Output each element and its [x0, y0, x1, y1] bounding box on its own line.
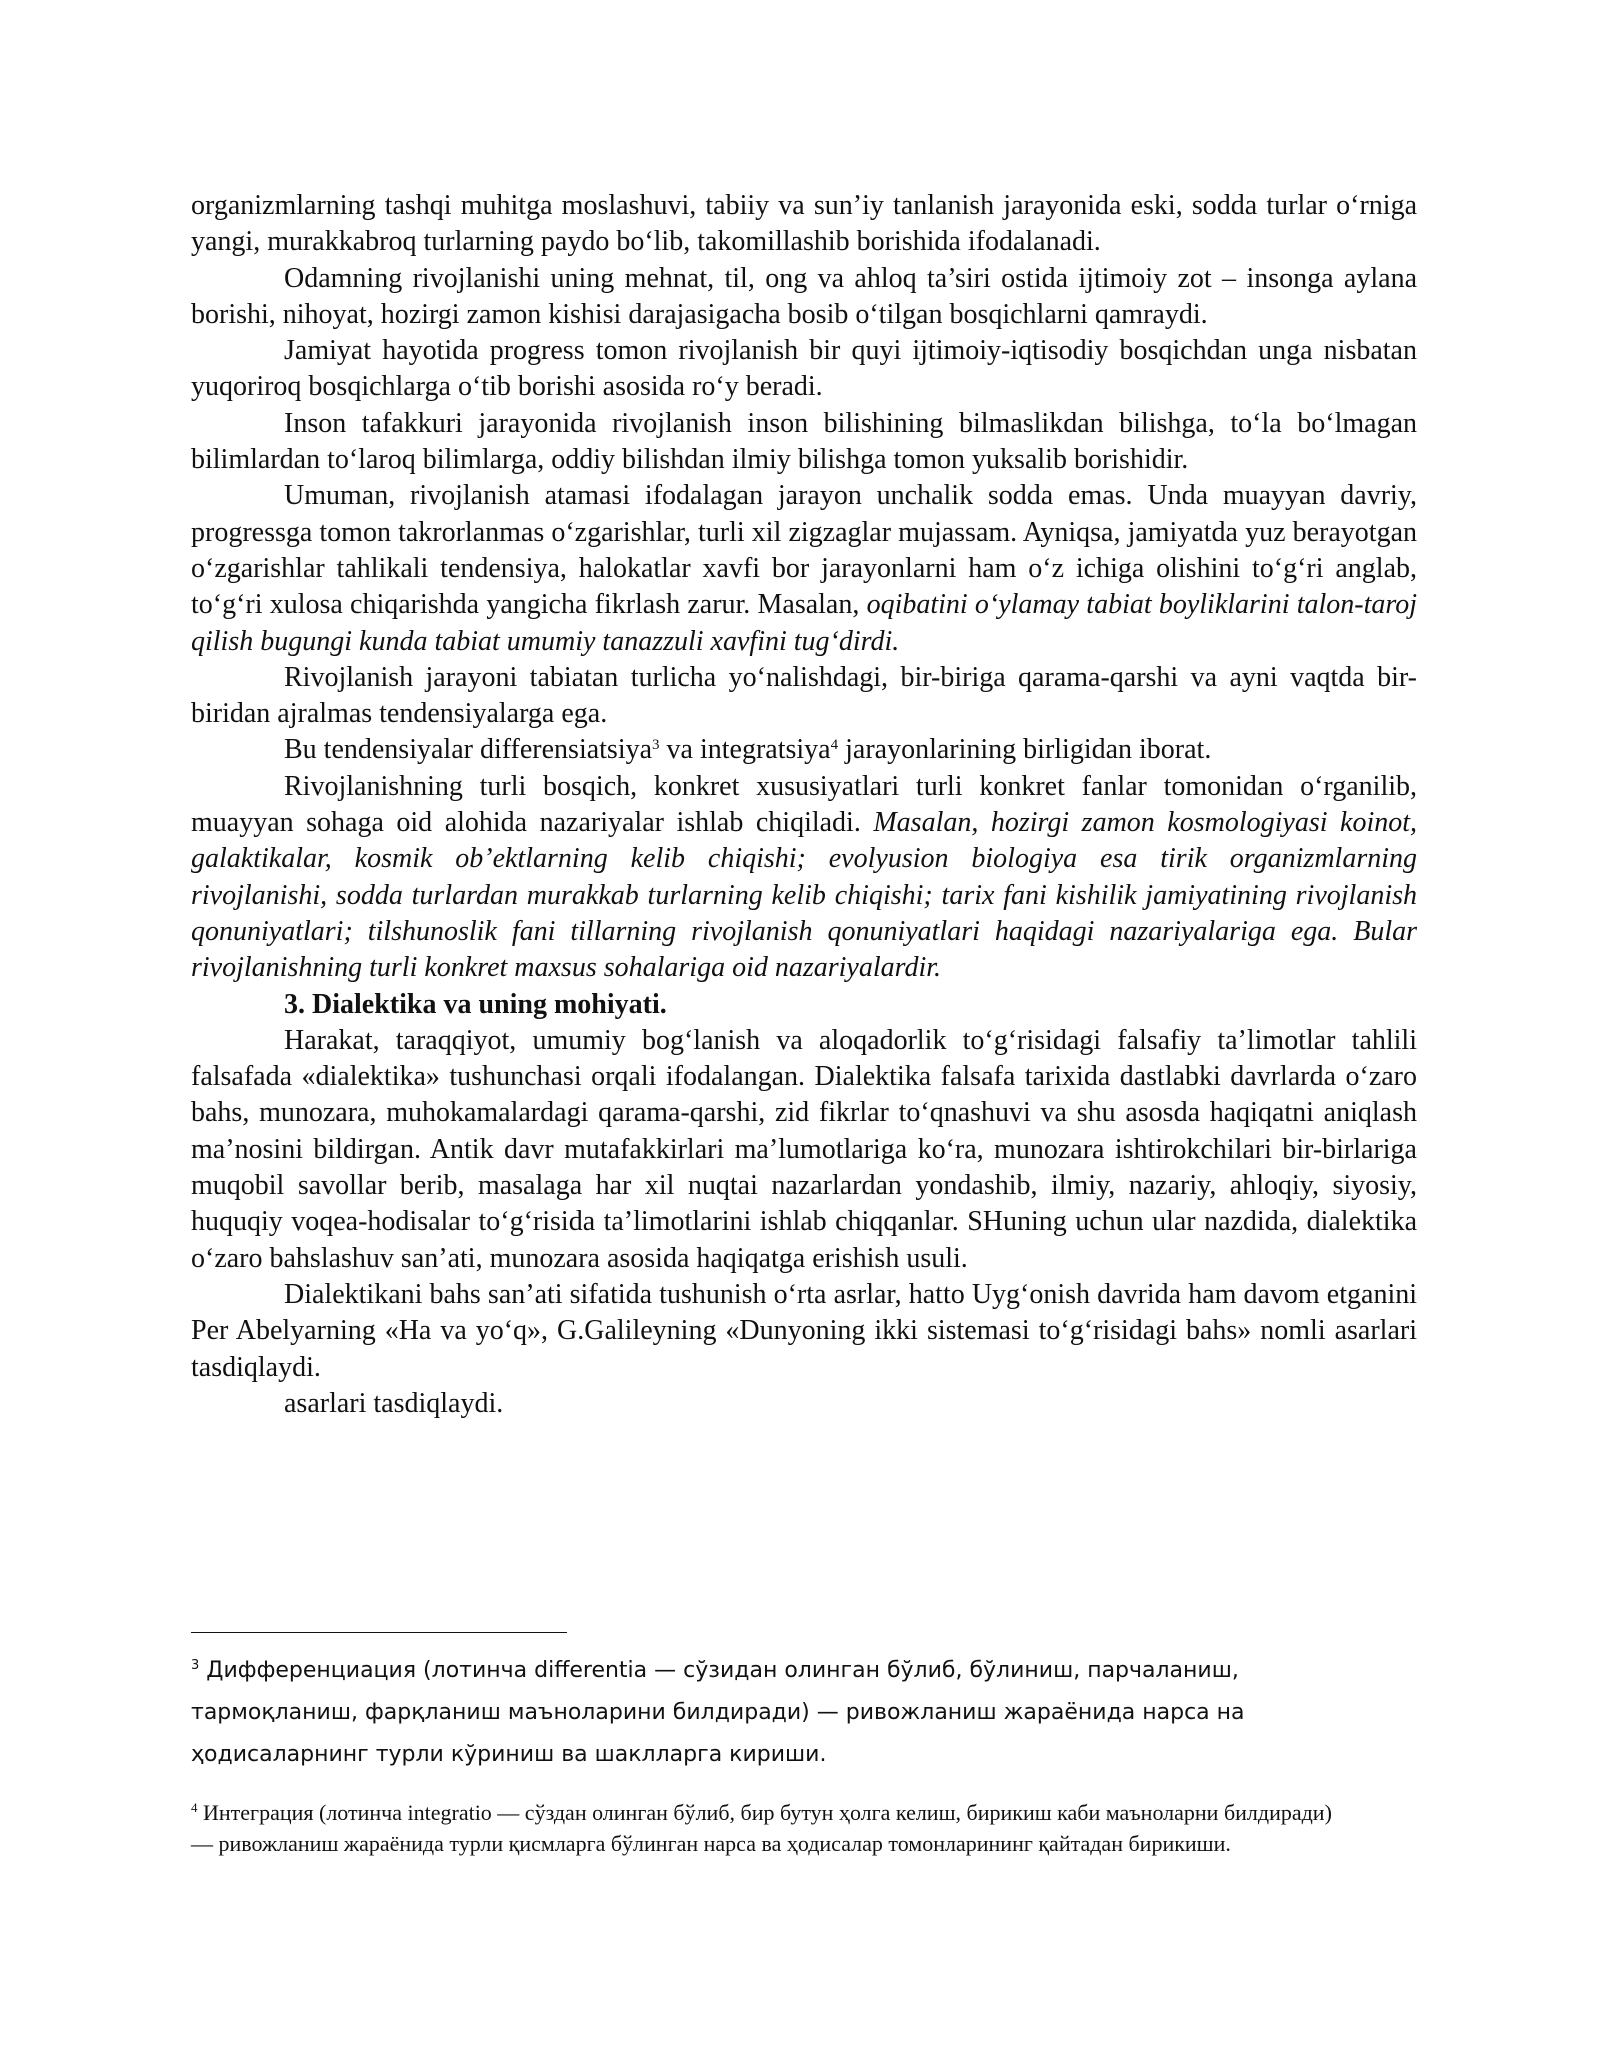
italic-example: oqibatini o‘ylamay tabiat boyliklarini talon-taroj qilish bugungi kunda tabiat umumiy tanazzuli xavfini tug‘dirdi. — [191, 589, 1417, 657]
paragraph: Inson tafakkuri jarayonida rivojlanish inson bilishining bilmaslikdan bilishga, to‘la bo‘lmagan bilimlardan to‘laroq bilimlarga, oddiy bilishdan ilmiy bilishga tomon yuksalib borishidir. — [191, 407, 1417, 476]
footnote-4 — [191, 1797, 1341, 1859]
footnote-ref[interactable]: 4 — [830, 737, 839, 754]
footnote-ref[interactable]: 3 — [652, 737, 660, 754]
paragraph: Dialektikani bahs san’ati sifatida tushunish o‘rta asrlar, hatto Uyg‘onish davrida ham davom etganini Per Abelyarning «Ha va yo‘q», G.Galileyning «Dunyoning ikki sistemasi to‘g‘risidagi bahs» nomli asarlari tasdiqlaydi. — [191, 1278, 1417, 1383]
italic-example: Masalan, hozirgi zamon kosmologiyasi koinot, galaktikalar, kosmik ob’ektlarning kelib chiqishi; evolyusion biologiya esa tirik organizmlarning rivojlanishi, sodda turlardan murakkab turlarning kelib chiqishi; tarix fani kishilik jamiyatining rivojlanish qonuniyatlari; tilshunoslik fani tillarning rivojlanish qonuniyatlari haqidagi nazariyalariga ega. Bular rivojlanishning turli konkret maxsus sohalariga oid nazariyalardir. — [191, 807, 1418, 984]
footnote-marker: 3 — [191, 1658, 200, 1673]
paragraph: organizmlarning tashqi muhitga moslashuvi, tabiiy va sun’iy tanlanish jarayonida eski, sodda turlar o‘rniga yangi, murakkabroq turlarning paydo bo‘lib, takomillashib borishida ifodalanadi. — [191, 190, 1417, 258]
footnote-text: Интеграция (лотинча integratio — сўздан олинган бўлиб, бир бутун ҳолга келиш, бирикиш каби маъноларни билдиради) — ривожланиш жараёнида турли қисмларга бўлинган нарса ва ҳодисалар томонларининг қайтадан бирикиши. — [191, 1800, 1332, 1856]
body-text — [191, 188, 1417, 1422]
footnote-3 — [191, 1650, 1341, 1776]
paragraph-text: Bu tendensiyalar differensiatsiya — [284, 734, 653, 766]
paragraph: Odamning rivojlanishi uning mehnat, til, ong va ahloq ta’siri ostida ijtimoiy zot – insonga aylana borishi, nihoyat, hozirgi zamon kishisi darajasigacha bosib o‘tilgan bosqichlarni qamraydi. — [191, 262, 1417, 330]
paragraph — [191, 478, 1417, 659]
paragraph-text: Umuman, rivojlanish atamasi ifodalagan jarayon unchalik sodda emas. Unda muayyan davriy, progressga tomon takrorlanmas o‘zgarishlar, turli xil zigzaglar mujassam. Ayniqsa, jamiyatda yuz berayotgan o‘zgarishlar tahlikali tendensiya, halokatlar xavfi bor jarayonlarni ham o‘z ichiga olishini to‘g‘ri anglab, to‘g‘ri xulosa chiqarishda yangicha fikrlash zarur. Masalan, — [191, 480, 1417, 621]
paragraph — [191, 769, 1417, 987]
paragraph: Rivojlanish jarayoni tabiatan turlicha yo‘nalishdagi, bir-biriga qarama-qarshi va ayni vaqtda bir-biridan ajralmas tendensiyalarga ega. — [191, 661, 1417, 730]
footnote-separator — [191, 1632, 567, 1633]
section-heading: 3. Dialektika va uning mohiyati. — [284, 988, 667, 1020]
paragraph: Jamiyat hayotida progress tomon rivojlanish bir quyi ijtimoiy-iqtisodiy bosqichdan unga nisbatan yuqoriroq bosqichlarga o‘tib borishi asosida ro‘y beradi. — [191, 335, 1417, 403]
paragraph-text: jarayonlarining birligidan iborat. — [838, 734, 1212, 766]
footnote-marker: 4 — [191, 1800, 198, 1815]
paragraph — [191, 732, 1417, 768]
paragraph: asarlari tasdiqlaydi. — [284, 1387, 504, 1419]
paragraph-text: Rivojlanishning turli bosqich, konkret xususiyatlari turli konkret fanlar tomonidan o‘rganilib, muayyan sohaga oid alohida nazariyalar ishlab chiqiladi. — [191, 770, 1417, 839]
paragraph-text: va integratsiya — [659, 734, 831, 766]
footnote-text: Дифференциация (лотинча differentia — сўзидан олинган бўлиб, бўлиниш, парчаланиш, тармоқланиш, фарқланиш маъноларини билдиради) — ривожланиш жараёнида нарса на ҳодисаларнинг турли кўриниш ва шаклларга кириши. — [191, 1658, 1245, 1767]
paragraph: Harakat, taraqqiyot, umumiy bog‘lanish va aloqadorlik to‘g‘risidagi falsafiy ta’limotlar tahlili falsafada «dialektika» tushunchasi orqali ifodalangan. Dialektika falsafa tarixida dastlabki davrlarda o‘zaro bahs, munozara, muhokamalardagi qarama-qarshi, zid fikrlar to‘qnashuvi va shu asosda haqiqatni aniqlash ma’nosini bildirgan. Antik davr mutafakkirlari ma’lumotlariga ko‘ra, munozara ishtirokchilari bir-birlariga muqobil savollar berib, masalaga har xil nuqtai nazarlardan yondashib, ilmiy, nazariy, ahloqiy, siyosiy, huquqiy voqea-hodisalar to‘g‘risida ta’limotlarini ishlab chiqqanlar. SHuning uchun ular nazdida, dialektika o‘zaro bahslashuv san’ati, munozara asosida haqiqatga erishish usuli. — [191, 1024, 1417, 1274]
